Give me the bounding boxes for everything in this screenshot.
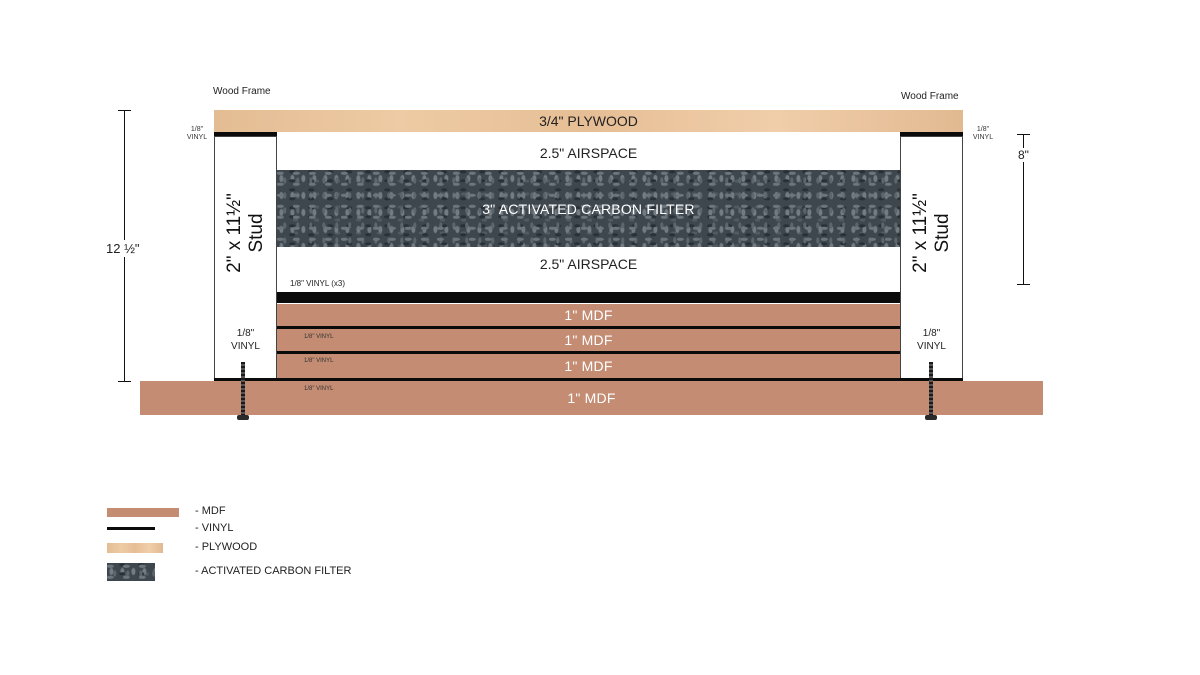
wood-frame-label-left: Wood Frame (213, 86, 271, 97)
mdf-base-layer (140, 381, 1043, 415)
mdf-layer-2-label: 1" MDF (564, 332, 613, 348)
vinyl-label-stud-left: 1/8" VINYL (231, 328, 260, 352)
legend-label-carbon: - ACTIVATED CARBON FILTER (195, 565, 352, 577)
mdf-layer-2 (277, 329, 900, 351)
legend-label-vinyl: - VINYL (195, 522, 234, 534)
dimension-tick-right-bottom (1017, 284, 1030, 285)
dimension-tick-left-top (118, 110, 131, 111)
screw-icon-left (237, 362, 249, 422)
vinyl-label-top-left: 1/8" VINYL (186, 126, 208, 141)
legend-swatch-plywood (107, 543, 163, 553)
screw-icon-right (925, 362, 937, 422)
airspace-top-label: 2.5" AIRSPACE (539, 145, 638, 161)
legend-swatch-vinyl (107, 527, 155, 530)
vinyl-small-label-1: 1/8" VINYL (304, 334, 334, 340)
airspace-top (277, 136, 900, 170)
stud-left (214, 136, 277, 380)
dimension-label-left: 12 ½" (106, 241, 140, 256)
vinyl-small-label-3: 1/8" VINYL (304, 386, 334, 392)
stud-right-label: 2" x 11½" Stud (910, 193, 953, 273)
legend-label-mdf: - MDF (195, 505, 226, 517)
dimension-label-right: 8" (1018, 148, 1029, 162)
legend-label-plywood: - PLYWOOD (195, 541, 258, 553)
legend-swatch-mdf (107, 508, 179, 517)
mdf-layer-3-label: 1" MDF (564, 358, 613, 374)
vinyl-x3-label: 1/8" VINYL (x3) (290, 279, 346, 288)
mdf-layer-3 (277, 354, 900, 378)
stud-left-label: 2" x 11½" Stud (224, 193, 267, 273)
plywood-layer (214, 110, 963, 132)
mdf-base-label: 1" MDF (567, 390, 616, 406)
stud-right (900, 136, 963, 380)
mdf-layer-1 (277, 304, 900, 326)
carbon-filter-label: 3" ACTIVATED CARBON FILTER (482, 200, 695, 217)
vinyl-label-stud-right: 1/8" VINYL (917, 328, 946, 352)
dimension-tick-left-bottom (118, 381, 131, 382)
airspace-bottom (277, 249, 900, 279)
legend-swatch-carbon (107, 563, 155, 581)
vinyl-band-x3 (277, 292, 900, 303)
legend (107, 505, 407, 585)
wood-frame-label-right: Wood Frame (901, 91, 959, 102)
mdf-layer-1-label: 1" MDF (564, 307, 613, 323)
plywood-label: 3/4" PLYWOOD (539, 113, 638, 129)
airspace-bottom-label: 2.5" AIRSPACE (539, 256, 638, 272)
vinyl-small-label-2: 1/8" VINYL (304, 358, 334, 364)
vinyl-label-top-right: 1/8" VINYL (972, 126, 994, 141)
carbon-filter-layer (277, 170, 900, 247)
dimension-tick-right-top (1017, 134, 1030, 135)
